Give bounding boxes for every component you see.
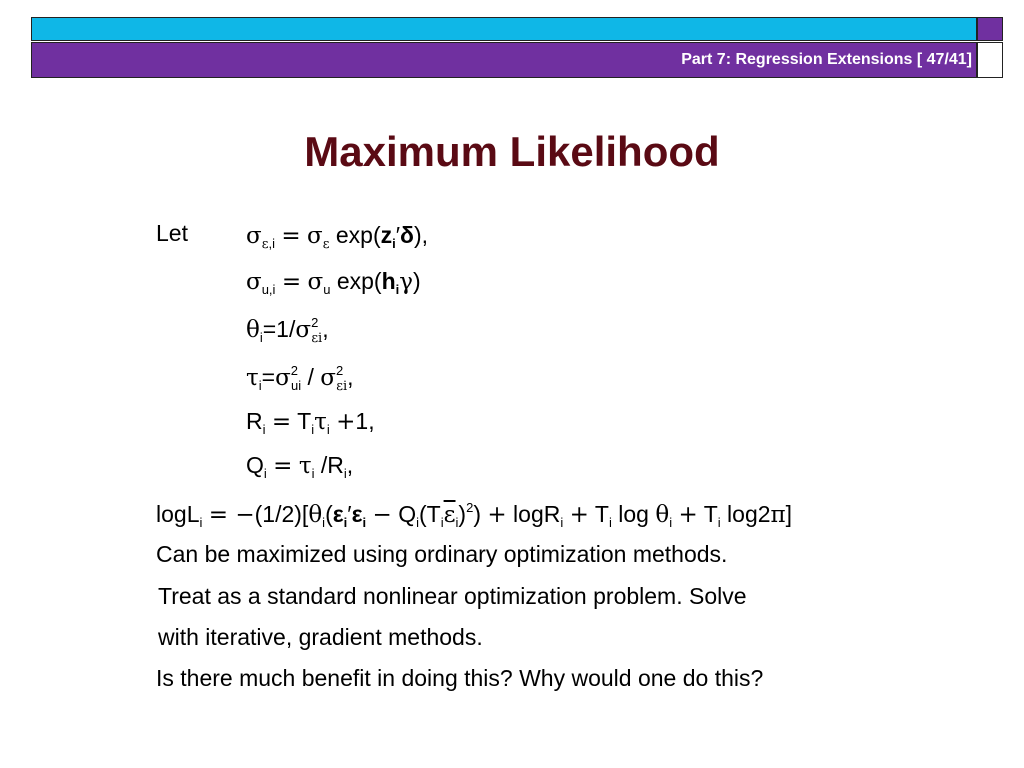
header-title-bar <box>31 42 977 78</box>
header-corner-square <box>977 42 1003 78</box>
header-part-label: Part 7: Regression Extensions [ 47/41] <box>681 51 972 68</box>
header-top-square <box>977 17 1003 41</box>
header-top-bar <box>31 17 977 41</box>
slide-title: Maximum Likelihood <box>304 128 720 175</box>
body-text-1: Can be maximized using ordinary optimization methods. <box>156 541 728 567</box>
body-text-3: with iterative, gradient methods. <box>158 624 483 650</box>
equation-sigma-epsilon: $\sigma_{\varepsilon,i} = \sigma_\varepsilon$ $\exp(z_i'\delta)$, <box>246 222 429 252</box>
equation-theta: $\theta_i=1/\sigma^2_{\varepsilon i}$, <box>246 315 329 346</box>
equation-tau: $\tau_i=\sigma^2_{ui} / \sigma^2_{\varepsilon i}$, <box>246 363 354 394</box>
body-text-2: Treat as a standard nonlinear optimization problem. Solve <box>158 583 747 609</box>
equation-r: $R_i = T_i\tau_i +1$, <box>246 408 375 437</box>
equation-sigma-u: $\sigma_{u,i} = \sigma_u$ $\exp(h_i\gamma)$ <box>246 268 421 297</box>
equation-loglikelihood: $\log L_i = -(1/2)[\theta_i(\varepsilon_i'\varepsilon_i - Q_i(T_i\overline{\varepsilon}_i)^2) + \log R_i + T_i$ $\log \theta_i + T_i$ log2π] <box>156 500 793 530</box>
equation-q: $Q_i = \tau_i$ $/R_i$, <box>246 452 354 481</box>
let-label: Let <box>156 220 188 246</box>
body-text-4: Is there much benefit in doing this? Why would one do this? <box>156 665 764 691</box>
